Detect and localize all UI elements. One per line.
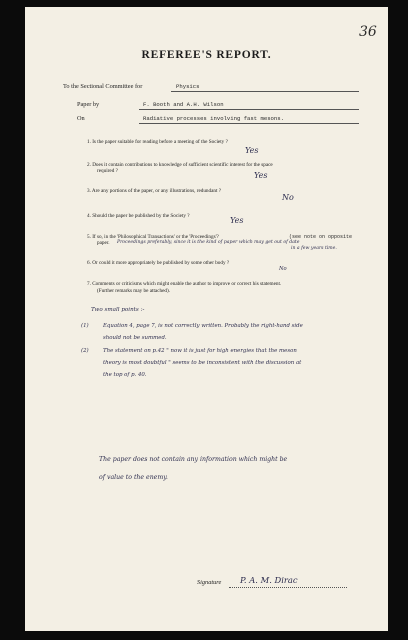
- paper-by-label: Paper by: [77, 101, 100, 108]
- on-value: Radiative processes involving fast mesons.: [143, 115, 284, 122]
- question-7-line1: 7. Comments or criticisms which might enable the author to improve or correct his statement.: [87, 281, 282, 287]
- security-note-line1: The paper does not contain any information which might be: [99, 456, 288, 463]
- question-1: 1. Is the paper suitable for reading before a meeting of the Society ?: [87, 139, 228, 145]
- question-2-line1: 2. Does it contain contributions to knowledge of sufficient scientific interest for the space: [87, 162, 273, 168]
- committee-value: Physics: [176, 83, 200, 90]
- answer-6: No: [279, 266, 287, 272]
- report-page: [25, 7, 388, 631]
- comment-2-line1: The statement on p.42 " now it is just for high energies that the meson: [103, 348, 297, 354]
- security-note-line2: of value to the enemy.: [99, 474, 168, 481]
- committee-label: To the Sectional Committee for: [63, 83, 143, 90]
- question-7-line2: (Further remarks may be attached).: [97, 288, 171, 294]
- answer-5-line2: in a few years time.: [291, 246, 337, 251]
- committee-rule: [171, 91, 359, 92]
- comment-1-number: (1): [81, 323, 89, 329]
- signature-value: P. A. M. Dirac: [240, 575, 298, 585]
- signature-label: Signature: [197, 579, 222, 586]
- answer-5-line1: Proceedings preferably, since it is the kind of paper which may get out of date: [117, 240, 300, 245]
- question-5-line1: 5. If so, in the 'Philosophical Transactions' or the 'Proceedings'?: [87, 234, 219, 240]
- answer-3: No: [282, 193, 294, 202]
- answer-4: Yes: [230, 216, 244, 225]
- on-label: On: [77, 115, 85, 122]
- page-number: 36: [359, 24, 377, 40]
- signature-rule: [229, 587, 347, 588]
- question-5-line2: paper.: [97, 240, 110, 246]
- comment-1-line2: should not be summed.: [103, 335, 167, 341]
- page-title: REFEREE'S REPORT.: [141, 49, 272, 61]
- question-6: 6. Or could it more appropriately be published by some other body ?: [87, 260, 230, 266]
- paper-by-rule: [139, 109, 359, 110]
- question-2-line2: required ?: [97, 168, 118, 174]
- answer-1: Yes: [245, 146, 259, 155]
- comment-1-line1: Equation 4, page 7, is not correctly written. Probably the right-hand side: [103, 323, 303, 329]
- question-5-note: (see note on opposite: [289, 234, 353, 240]
- question-3: 3. Are any portions of the paper, or any illustrations, redundant ?: [87, 188, 222, 194]
- on-rule: [139, 123, 359, 124]
- answer-2: Yes: [254, 171, 268, 180]
- question-4: 4. Should the paper be published by the Society ?: [87, 213, 190, 219]
- comments-intro: Two small points :-: [91, 307, 145, 313]
- comment-2-line3: the top of p. 40.: [103, 372, 147, 378]
- comment-2-line2: theory is most doubtful " seems to be inconsistent with the discussion at: [103, 360, 302, 366]
- comment-2-number: (2): [81, 348, 89, 354]
- paper-by-value: F. Booth and A.H. Wilson: [143, 101, 224, 108]
